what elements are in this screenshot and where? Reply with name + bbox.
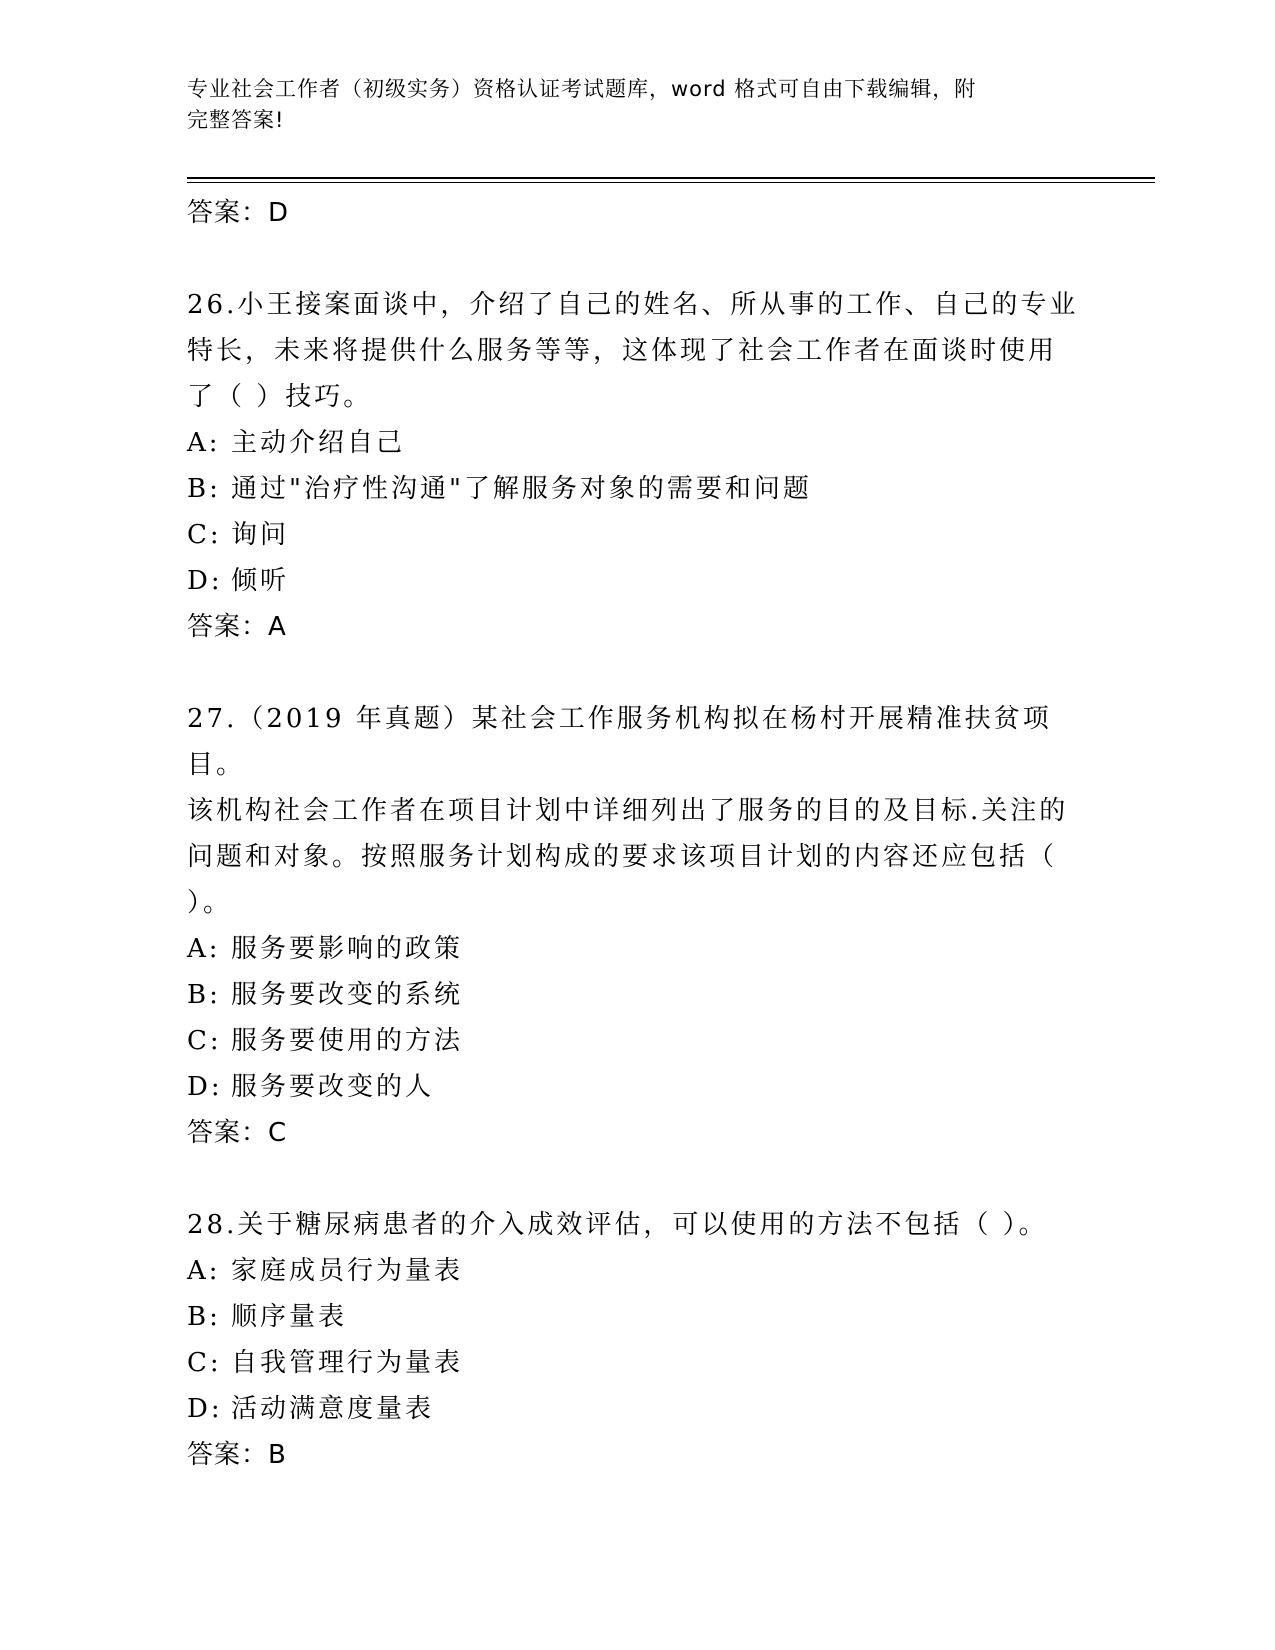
answer-26: 答案：A bbox=[187, 612, 287, 642]
answer-25: 答案：D bbox=[187, 198, 290, 228]
option-d bbox=[187, 558, 1087, 604]
document-body bbox=[187, 190, 1087, 1478]
option-key: C: bbox=[187, 520, 222, 550]
option-text: 家庭成员行为量表 bbox=[231, 1256, 464, 1286]
option-a bbox=[187, 420, 1087, 466]
option-a bbox=[187, 1248, 1087, 1294]
option-text: 主动介绍自己 bbox=[231, 428, 406, 458]
option-text: 询问 bbox=[231, 520, 290, 550]
question-line: 特长，未来将提供什么服务等等，这体现了社会工作者在面谈时使用 bbox=[187, 336, 1058, 366]
option-key: A: bbox=[187, 1256, 221, 1286]
option-key: B: bbox=[187, 980, 221, 1010]
question-line: 27.（2019 年真题）某社会工作服务机构拟在杨村开展精准扶贫项目。 bbox=[187, 704, 1052, 780]
question-line: 了（ ）技巧。 bbox=[187, 382, 373, 412]
header-line-2: 完整答案! bbox=[187, 108, 285, 132]
question-28 bbox=[187, 1202, 1087, 1248]
option-text: 倾听 bbox=[231, 566, 290, 596]
spacer bbox=[187, 236, 1087, 282]
spacer bbox=[187, 650, 1087, 696]
option-key: A: bbox=[187, 934, 221, 964]
option-text: 服务要影响的政策 bbox=[231, 934, 464, 964]
option-key: D: bbox=[187, 1072, 223, 1102]
option-text: 活动满意度量表 bbox=[231, 1394, 435, 1424]
option-d bbox=[187, 1064, 1087, 1110]
option-key: D: bbox=[187, 1394, 223, 1424]
header-rule-thin bbox=[187, 182, 1155, 183]
option-b bbox=[187, 1294, 1087, 1340]
option-key: A: bbox=[187, 428, 221, 458]
option-key: C: bbox=[187, 1026, 222, 1056]
option-text: 顺序量表 bbox=[231, 1302, 348, 1332]
option-key: B: bbox=[187, 1302, 221, 1332]
question-line: 问题和对象。按照服务计划构成的要求该项目计划的内容还应包括（ bbox=[187, 842, 1058, 872]
option-text: 服务要改变的系统 bbox=[231, 980, 464, 1010]
option-key: C: bbox=[187, 1348, 222, 1378]
question-line: 26.小王接案面谈中，介绍了自己的姓名、所从事的工作、自己的专业 bbox=[187, 290, 1079, 320]
header-rule bbox=[187, 177, 1155, 179]
answer-28: 答案：B bbox=[187, 1440, 287, 1470]
option-a bbox=[187, 926, 1087, 972]
option-d bbox=[187, 1386, 1087, 1432]
option-c bbox=[187, 1018, 1087, 1064]
page-header bbox=[187, 74, 1077, 136]
option-text: 自我管理行为量表 bbox=[231, 1348, 464, 1378]
question-27 bbox=[187, 696, 1087, 926]
option-key: B: bbox=[187, 474, 221, 504]
option-key: D: bbox=[187, 566, 223, 596]
question-26 bbox=[187, 282, 1087, 420]
option-text: 服务要使用的方法 bbox=[231, 1026, 464, 1056]
question-line: ）。 bbox=[187, 888, 233, 918]
question-line: 该机构社会工作者在项目计划中详细列出了服务的目的及目标.关注的 bbox=[187, 796, 1069, 826]
question-line: 28.关于糖尿病患者的介入成效评估，可以使用的方法不包括（ ）。 bbox=[187, 1210, 1048, 1240]
option-b bbox=[187, 466, 1087, 512]
option-b bbox=[187, 972, 1087, 1018]
option-text: 通过"治疗性沟通"了解服务对象的需要和问题 bbox=[231, 474, 812, 504]
option-c bbox=[187, 1340, 1087, 1386]
option-text: 服务要改变的人 bbox=[231, 1072, 435, 1102]
option-c bbox=[187, 512, 1087, 558]
answer-27: 答案：C bbox=[187, 1118, 288, 1148]
spacer bbox=[187, 1156, 1087, 1202]
header-line-1: 专业社会工作者（初级实务）资格认证考试题库，word 格式可自由下载编辑，附 bbox=[187, 77, 977, 101]
